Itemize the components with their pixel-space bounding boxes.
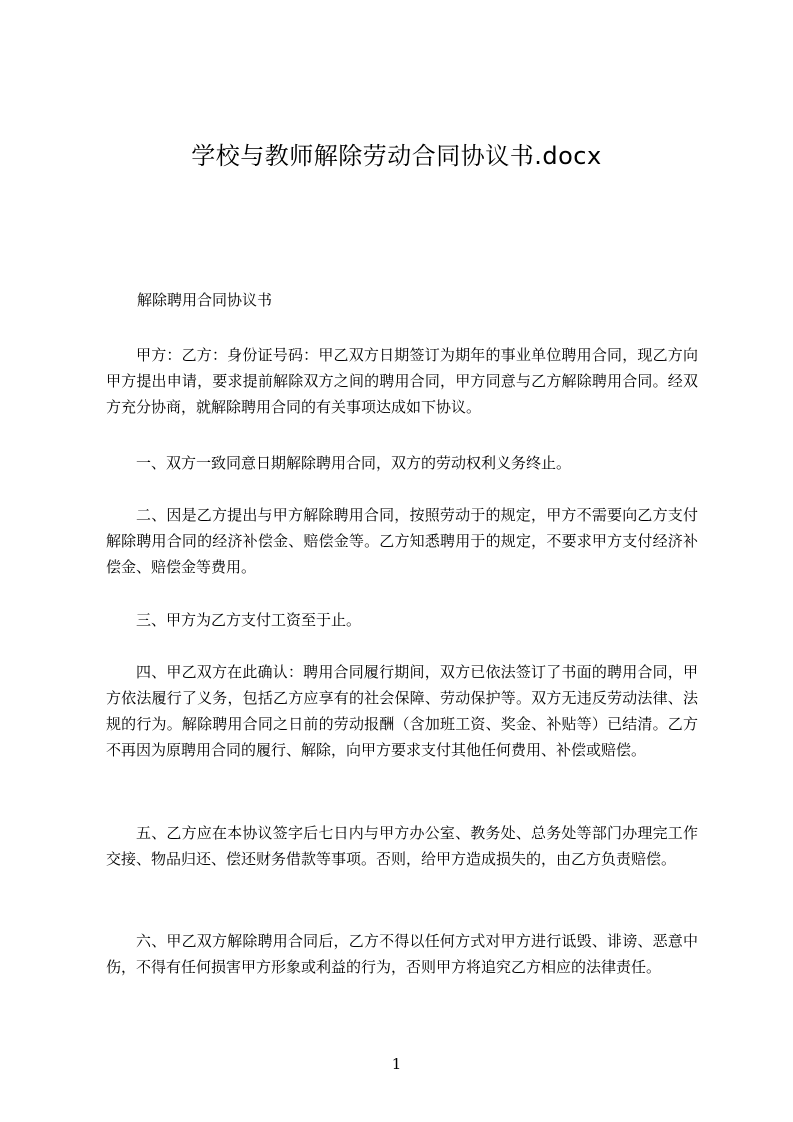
page-number: 1 — [391, 1055, 402, 1073]
paragraph-clause-6: 六、甲乙双方解除聘用合同后，乙方不得以任何方式对甲方进行诋毁、诽谤、恶意中伤，不得有任何损害甲方形象或利益的行为，否则甲方将追究乙方相应的法律责任。 — [106, 932, 698, 976]
paragraph-clause-3: 三、甲方为乙方支付工资至于止。 — [136, 611, 362, 629]
document-title: 学校与教师解除劳动合同协议书.docx — [191, 142, 602, 170]
agreement-subtitle: 解除聘用合同协议书 — [137, 291, 273, 309]
paragraph-clause-2: 二、因是乙方提出与甲方解除聘用合同，按照劳动于的规定，甲方不需要向乙方支付解除聘用合同的经济补偿金、赔偿金等。乙方知悉聘用于的规定，不要求甲方支付经济补偿金、赔偿金等费用。 — [106, 506, 698, 576]
paragraph-preamble: 甲方：乙方：身份证号码：甲乙双方日期签订为期年的事业单位聘用合同，现乙方向甲方提出申请，要求提前解除双方之间的聘用合同，甲方同意与乙方解除聘用合同。经双方充分协商，就解除聘用合同的有关事项达成如下协议。 — [106, 346, 698, 416]
paragraph-clause-4: 四、甲乙双方在此确认：聘用合同履行期间，双方已依法签订了书面的聘用合同，甲方依法履行了义务，包括乙方应享有的社会保障、劳动保护等。双方无违反劳动法律、法规的行为。解除聘用合同之日前的劳动报酬（含加班工资、奖金、补贴等）已结清。乙方不再因为原聘用合同的履行、解除，向甲方要求支付其他任何费用、补偿或赔偿。 — [106, 663, 698, 759]
paragraph-clause-5: 五、乙方应在本协议签字后七日内与甲方办公室、教务处、总务处等部门办理完工作交接、物品归还、偿还财务借款等事项。否则，给甲方造成损失的，由乙方负责赔偿。 — [106, 824, 698, 868]
paragraph-clause-1: 一、双方一致同意日期解除聘用合同，双方的劳动权利义务终止。 — [136, 454, 572, 472]
